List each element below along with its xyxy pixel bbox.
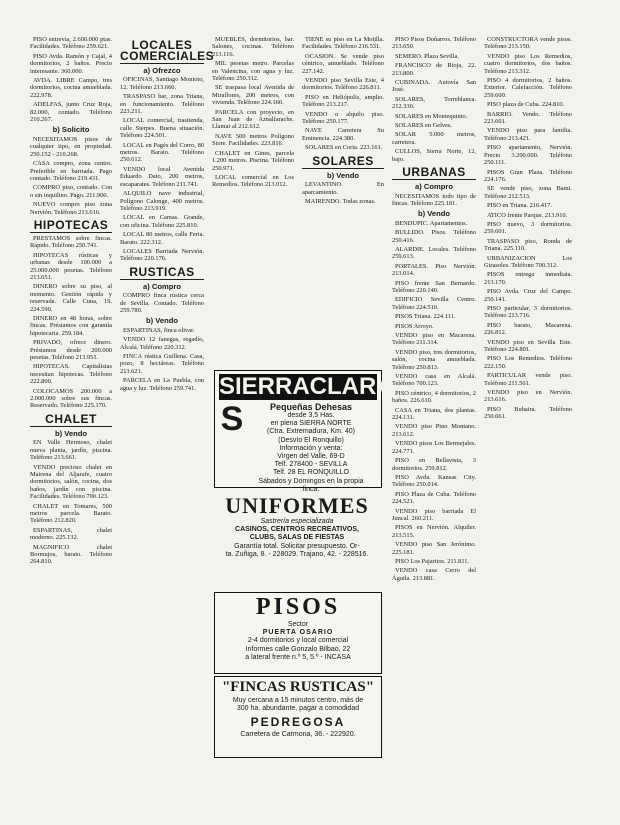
sierraclara-line: en plena SIERRA NORTE — [270, 420, 352, 428]
ad-item: PISO apartamento, Nervión. Precio 3.200.000. Teléfono 250.111. — [484, 144, 572, 167]
ad-item: LOCAL en Pagés del Corro, 80 metros. Barato. Teléfono 250.612. — [120, 141, 204, 164]
ad-item: VENDO pisos Los Bermejales. 224.771. — [392, 440, 476, 455]
ad-item: BENDUPIC. Apartamentos. — [395, 219, 468, 227]
ad-item: LEVANTINO. En aparcamiento. — [302, 181, 384, 196]
ad-item: ATICO frente Parque. 213.910. — [487, 211, 568, 219]
urbanas-compro-heading: a) Compro — [415, 182, 453, 192]
ad-item: CASA en Triana, dos plantas. 224.131. — [392, 406, 476, 422]
ad-item: PISO Plaza de Cuba. Teléfono 224.521. — [392, 490, 476, 506]
solares-vendo-heading: b) Vendo — [326, 170, 360, 180]
hipotecas-heading: HIPOTECAS — [30, 220, 112, 233]
column-1 — [30, 36, 112, 796]
ad-item: PISOS Triana. 224.111. — [395, 313, 456, 321]
ad-item: PISO frente San Bernardo. Teléfono 220.140. — [392, 279, 476, 294]
ad-item: LOCAL en Camas. Grande, con oficina. Teléfono 225.810. — [120, 214, 204, 229]
ad-item: CHALET en Tomares, 500 metros parcela. Barato. Teléfono 212.820. — [30, 502, 112, 525]
ad-item: TIENE su piso en La Motilla. Facilidades. Teléfono 216.531. — [302, 36, 384, 51]
ad-item: PISOS en Nervión. Alquiler. 213.515. — [392, 524, 476, 539]
ad-item: VENDO piso, tres dormitorios, salón, cocina amueblada. Teléfono 250.813. — [392, 348, 476, 371]
chalet-heading: CHALET — [30, 414, 112, 427]
ad-item: MAGNIFICO chalet Bormujos, barato. Teléfono 264.810. — [30, 543, 112, 566]
ad-item: VENDO piso en Sevilla Este. Teléfono 224.801. — [484, 338, 572, 354]
uniformes-title: UNIFORMES — [225, 493, 369, 518]
ad-item: CHALET en Gines, parcela 1.200 metros. Piscina. Teléfono 250.971. — [212, 149, 294, 172]
ad-item: OCASION. Se vende piso céntrico, amueblado. Teléfono 227.142. — [302, 52, 384, 75]
sierraclara-line: (Desvío El Ronquillo) — [278, 436, 344, 444]
ad-item: CULLOS, Sierra Norte, 12, bajo. — [392, 148, 476, 163]
ad-item: MAIRENDO. Todas zonas. — [305, 197, 376, 205]
ad-item: PRIVADO, ofrece dinero. Préstamos desde 200.000 pesetas. Teléfono 213.951. — [30, 339, 112, 362]
pisos-label-location: PUERTA OSARIO — [262, 629, 334, 637]
ad-item: SOLARES en Coria. 223.161. — [305, 144, 383, 152]
uniformes-subtitle: Sastrería especializada — [260, 518, 334, 525]
ad-item: ESPARTINAS, finca olivar. — [123, 326, 195, 334]
ad-item: VENDO piso en Nervión. 213.616. — [484, 389, 572, 404]
ad-item: COMPRO finca rústica cerca de Sevilla. Contado. Teléfono 259.780. — [120, 292, 204, 314]
ad-item: URBANIZACION Los Girasoles. Teléfono 700.312. — [484, 254, 572, 269]
ad-item: NUEVO compro piso zona Nervión. Teléfono 213.616. — [30, 201, 112, 216]
ad-item: PISO entrevía, 2.600.000 ptas. Facilidades. Teléfono 259.621. — [30, 36, 112, 51]
uniformes-line-2: CLUBS, SALAS DE FIESTAS — [249, 534, 345, 542]
ad-item: VENDO piso Pino Montano. 213.612. — [392, 423, 476, 438]
ad-item: PISOS Gran Plaza. Teléfono 224.176. — [484, 168, 572, 183]
sierraclara-line: Sábados y Domingos en la propia — [258, 477, 364, 485]
uniformes-line-3: Garantía total. Solicitar presupuesto. Or- — [234, 542, 360, 550]
ad-item: COLOCAMOS 200.000 a 2.000.000 sobre sus fincas. Reservado. Teléfono 225.170. — [30, 387, 112, 410]
ad-item: PISO barato, Macarena. 226.812. — [484, 321, 572, 337]
urbanas-vendo-heading: b) Vendo — [417, 209, 451, 219]
ad-item: PISO 4 dormitorios, 2 baños. Exterior. Calefacción. Teléfono 259.600. — [484, 77, 572, 99]
pisos-line-3: a lateral frente n.º 5, 5.º - INCASA — [245, 653, 351, 661]
fincas-name: PEDREGOSA — [250, 715, 346, 730]
ad-item: PISO en Triana. 216.417. — [487, 202, 552, 210]
ad-item: ADELFAS, junto Cruz Roja, 82.000, contado. Teléfono 210.267. — [30, 101, 112, 124]
ad-item: PISO Los Pajaritos. 211.811. — [395, 557, 470, 565]
ad-item: BULLIDO. Pisos. Teléfono 250.416. — [392, 229, 476, 244]
column-6 — [484, 36, 572, 796]
ad-item: PISO Los Remedios. Teléfono 222.150. — [484, 355, 572, 370]
ad-item: MUEBLES, dormitorios, bar. Salones, cocinas. Teléfono 213.116. — [212, 36, 294, 58]
ad-item: FINCA rústica Guillena. Casa, pozo, 8 hectáreas. Teléfono 213.621. — [120, 353, 204, 375]
ad-item: SOLARES en Montequinto. — [395, 112, 468, 120]
ad-item: CASA compro, zona centro. Preferible en barriada. Pago contado. Teléfono 219.431. — [30, 160, 112, 182]
ad-item: ALARDIE. Locales. Teléfono 259.613. — [392, 245, 476, 261]
fincas-address: Carretera de Carmona, 36. - 222920. — [240, 731, 356, 739]
ad-item: LOCALES Barriada Nervión. Teléfono 220.176. — [120, 247, 204, 263]
column-5 — [392, 36, 476, 796]
ad-item: VENDO casa Cerro del Águila. 213.881. — [392, 567, 476, 582]
ad-item: PISO nuevo, 3 dormitorios. 259.601. — [484, 220, 572, 236]
ad-item: NECESITAMOS todo tipo de fincas. Teléfono 225.181. — [392, 192, 476, 207]
ad-item: NECESITAMOS pisos de cualquier tipo, en propiedad. 250.152 - 210.268. — [30, 135, 112, 158]
ad-item: VENDO precioso chalet en Mairena del Aljarafe, cuatro dormitorios, salón, cocina, dos baños, jardín con piscina. Facilidades. Teléfono 700.123. — [30, 463, 112, 501]
rusticas-heading: RUSTICAS — [120, 267, 204, 280]
ad-item: NAVE 500 metros Polígono Store. Facilidades. 223.816. — [212, 132, 294, 148]
ad-item: DINERO en 48 horas, sobre fincas. Préstamos con garantía hipotecaria. 259.184. — [30, 315, 112, 337]
fincas-line-1: Muy cercana a 15 minutos centro, más de — [232, 697, 364, 704]
pisos-line-2: Informes calle Gonzalo Bilbao, 22 — [245, 645, 351, 653]
ad-item: EN Valle Hermoso, chalet nueva planta, jardín, piscina. Teléfono 213.661. — [30, 439, 112, 462]
sierraclara-line: Información y venta: — [279, 444, 343, 452]
sierraclara-subtitle: Pequeñas Dehesas — [269, 402, 353, 412]
ad-item: VENDO local Avenida Eduardo Dato, 200 metros, escaparates. Teléfono 211.741. — [120, 165, 204, 188]
sierraclara-line: Telf. 278400 - SEVILLA — [274, 461, 348, 469]
locales-comerciales-heading: LOCALES COMERCIALES — [120, 38, 215, 63]
sierraclara-title: SIERRACLARA — [219, 373, 394, 400]
ad-item: PARTICULAR vende piso. Teléfono 211.561. — [484, 372, 572, 387]
ad-item: SE vende piso, zona Bami. Teléfono 212.513. — [484, 185, 572, 200]
solares-heading: SOLARES — [302, 156, 384, 169]
sierraclara-line: (Ctra. Extremadura, Km. 40) — [267, 428, 355, 436]
locales-ofrezco-heading: a) Ofrezco — [143, 66, 181, 75]
ad-item: PISO Avda. Kansas City. Teléfono 250.014. — [392, 473, 476, 489]
ad-item: EDIFICIO Sevilla Centro. Teléfono 224.510. — [392, 296, 476, 311]
ad-item: PISO Avda. Ramón y Cajal, 4 dormitorios, 2 baños. Precio interesante. 360.000. — [30, 52, 112, 75]
ad-item: OFICINAS, Santiago Montoto, 12. Teléfono 213.660. — [120, 76, 204, 91]
urbanas-heading: URBANAS — [392, 167, 476, 180]
ad-item: HIPOTECAS rústicas y urbanas desde 100.000 a 25.000.000 pesetas. Teléfono 213.651. — [30, 251, 112, 281]
ad-item: ALQUILO nave industrial, Polígono Calonge, 400 metros. Teléfono 213.919. — [120, 190, 204, 212]
ad-item: VENDO piso para familia. Teléfono 213.421. — [484, 127, 572, 142]
rusticas-compro-heading: a) Compro — [143, 281, 181, 291]
ad-item: LOCAL 80 metros, calle Feria. Barato. 222.312. — [120, 231, 204, 246]
ad-item: PARCELA en La Puebla, con agua y luz. Teléfono 259.741. — [120, 377, 204, 392]
ad-item: PORTALES. Piso Nervión. 213.014. — [392, 262, 476, 278]
ad-item: ESPARTINAS, chalet moderno. 225.132. — [30, 526, 112, 542]
ad-item: SE traspasa local Avenida de Miraflores, 200 metros, con vivienda. Teléfono 224.160. — [212, 84, 294, 107]
pisos-line-1: 2-4 dormitorios y local comercial — [247, 637, 349, 645]
ad-item: VENDO piso en Macarena. Teléfono 211.314. — [392, 332, 476, 347]
sierraclara-line: Virgen del Valle, 69-D — [277, 453, 345, 461]
column-2 — [120, 36, 215, 796]
ad-item: VENDO 12 fanegas, regadío, Alcalá. Teléfono 220.312. — [120, 336, 204, 351]
ad-item: PRESTAMOS sobre fincas. Rápido. Teléfono 250.741. — [30, 234, 112, 250]
uniformes-line-1: CASINOS, CENTROS RECREATIVOS, — [235, 526, 359, 534]
ad-item: PISO plaza de Cuba. 224.810. — [487, 101, 565, 109]
pisos-title: PISOS — [255, 594, 341, 620]
fincas-title: "FINCAS RUSTICAS" — [221, 679, 375, 695]
ad-item: VENDO piso Sevilla Este, 4 dormitorios. Teléfono 226.811. — [302, 77, 384, 92]
ad-item: TRASPASO piso, Ronda de Triana. 225.110. — [484, 237, 572, 253]
ad-item: TRASPASO bar, zona Triana, en funcionamiento. Teléfono 223.211. — [120, 93, 204, 116]
ad-item: SOLAR 5.000 metros, carretera. — [392, 131, 476, 146]
uniformes-ad — [214, 494, 380, 560]
ad-item: COMPRO piso, contado. Con o sin inquilino. Pago. 211.900. — [30, 184, 112, 199]
ad-item: VENDO piso Los Remedios, cuatro dormitorios, dos baños. Teléfono 213.312. — [484, 52, 572, 75]
ad-item: CONSTRUCTORA vende pisos. Teléfono 213.150. — [484, 36, 572, 51]
ad-item: PISOS entrega inmediata. 213.170. — [484, 271, 572, 286]
fincas-line-2: 300 ha. abundante, pagar a comodidad — [236, 705, 360, 713]
ad-item: LOCAL comercial en Los Remedios. Teléfono 213.012. — [212, 173, 294, 189]
sierraclara-logo-letter: S — [220, 400, 244, 438]
ad-item: CUBINADA. Autovía San José. — [392, 79, 476, 94]
sierraclara-line: Telf. 28 EL RONQUILLO — [273, 469, 349, 477]
chalet-vendo-heading: b) Vendo — [54, 428, 88, 438]
ad-item: MIL pesetas metro. Parcelas en Valencina, con agua y luz. Teléfono 250.312. — [212, 60, 294, 83]
ad-item: PARCELA con proyecto, en San Juan de Aznalfarache. Llamar al 212.612. — [212, 108, 294, 131]
ad-item: SOLARES en Gelves. — [395, 122, 452, 130]
ad-item: SEMERO. Plaza Sevilla. — [395, 52, 459, 60]
column-3 — [212, 36, 294, 346]
ad-item: PISO Pisos Doñarros. Teléfono 213.650. — [392, 36, 476, 51]
ad-item: VENDO piso San Jerónimo. 225.181. — [392, 541, 476, 556]
ad-item: VENDO piso barriada El Juncal. 260.211. — [392, 507, 476, 522]
ad-item: PISOS Arroyo. — [395, 322, 434, 330]
ad-item: PISO Buhaira. Teléfono 250.661. — [484, 405, 572, 421]
ad-item: AVDA. LIBRE Campo, tres dormitorios, cocina amueblada. 222.978. — [30, 77, 112, 99]
sierraclara-line: desde 3,5 Has. — [287, 412, 335, 419]
sierraclara-lines — [245, 412, 377, 494]
ad-item: LOCAL comercial, trastienda, calle Sierpes. Buena situación. Teléfono 224.501. — [120, 117, 204, 140]
ad-item: SOLARES, Torreblanca. 212.330. — [392, 95, 476, 111]
column-4 — [302, 36, 384, 346]
ad-item: PISO Avda. Cruz del Campo. 250.141. — [484, 288, 572, 303]
ad-item: PISO céntrico, 4 dormitorios, 2 baños. 226.610. — [392, 389, 476, 405]
sierraclara-line: finca. — [302, 485, 320, 493]
pisos-ad — [214, 592, 382, 674]
pisos-label-sector: Sector — [287, 621, 309, 628]
ad-item: HIPOTECAS. Capitalistas necesitan hipotecas. Teléfono 222.800. — [30, 363, 112, 386]
ad-item: NAVE Carretera Su Eminencia. 224.380. — [302, 127, 384, 142]
ad-item: FRANCISCO de Rioja, 22. 213.800. — [392, 62, 476, 77]
ad-item: VENDO o alquilo piso. Teléfono 250.177. — [302, 110, 384, 126]
ad-item: VENDO casa en Alcalá. Teléfono 700.123. — [392, 373, 476, 388]
rusticas-vendo-heading: b) Vendo — [145, 316, 179, 326]
solicito-heading: b) Solicito — [52, 125, 90, 135]
uniformes-line-4: ta. Zuñiga, 8. - 228029. Trajano, 42. - 228516. — [225, 550, 369, 558]
ad-item: PISO particular, 3 dormitorios. Teléfono 213.716. — [484, 305, 572, 320]
ad-item: DINERO sobre su piso, al momento. Gestión rápida y reservada. Calle Cuna, 19. 224.590. — [30, 283, 112, 313]
fincas-rusticas-ad — [214, 676, 382, 758]
ad-item: PISO en Heliópolis, amplio. Teléfono 213.217. — [302, 93, 384, 109]
sierraclara-ad — [214, 370, 394, 493]
ad-item: PISO en Bellavista, 3 dormitorios. 259.812. — [392, 457, 476, 472]
ad-item: BARRIO. Vendo. Teléfono 223.601. — [484, 110, 572, 126]
